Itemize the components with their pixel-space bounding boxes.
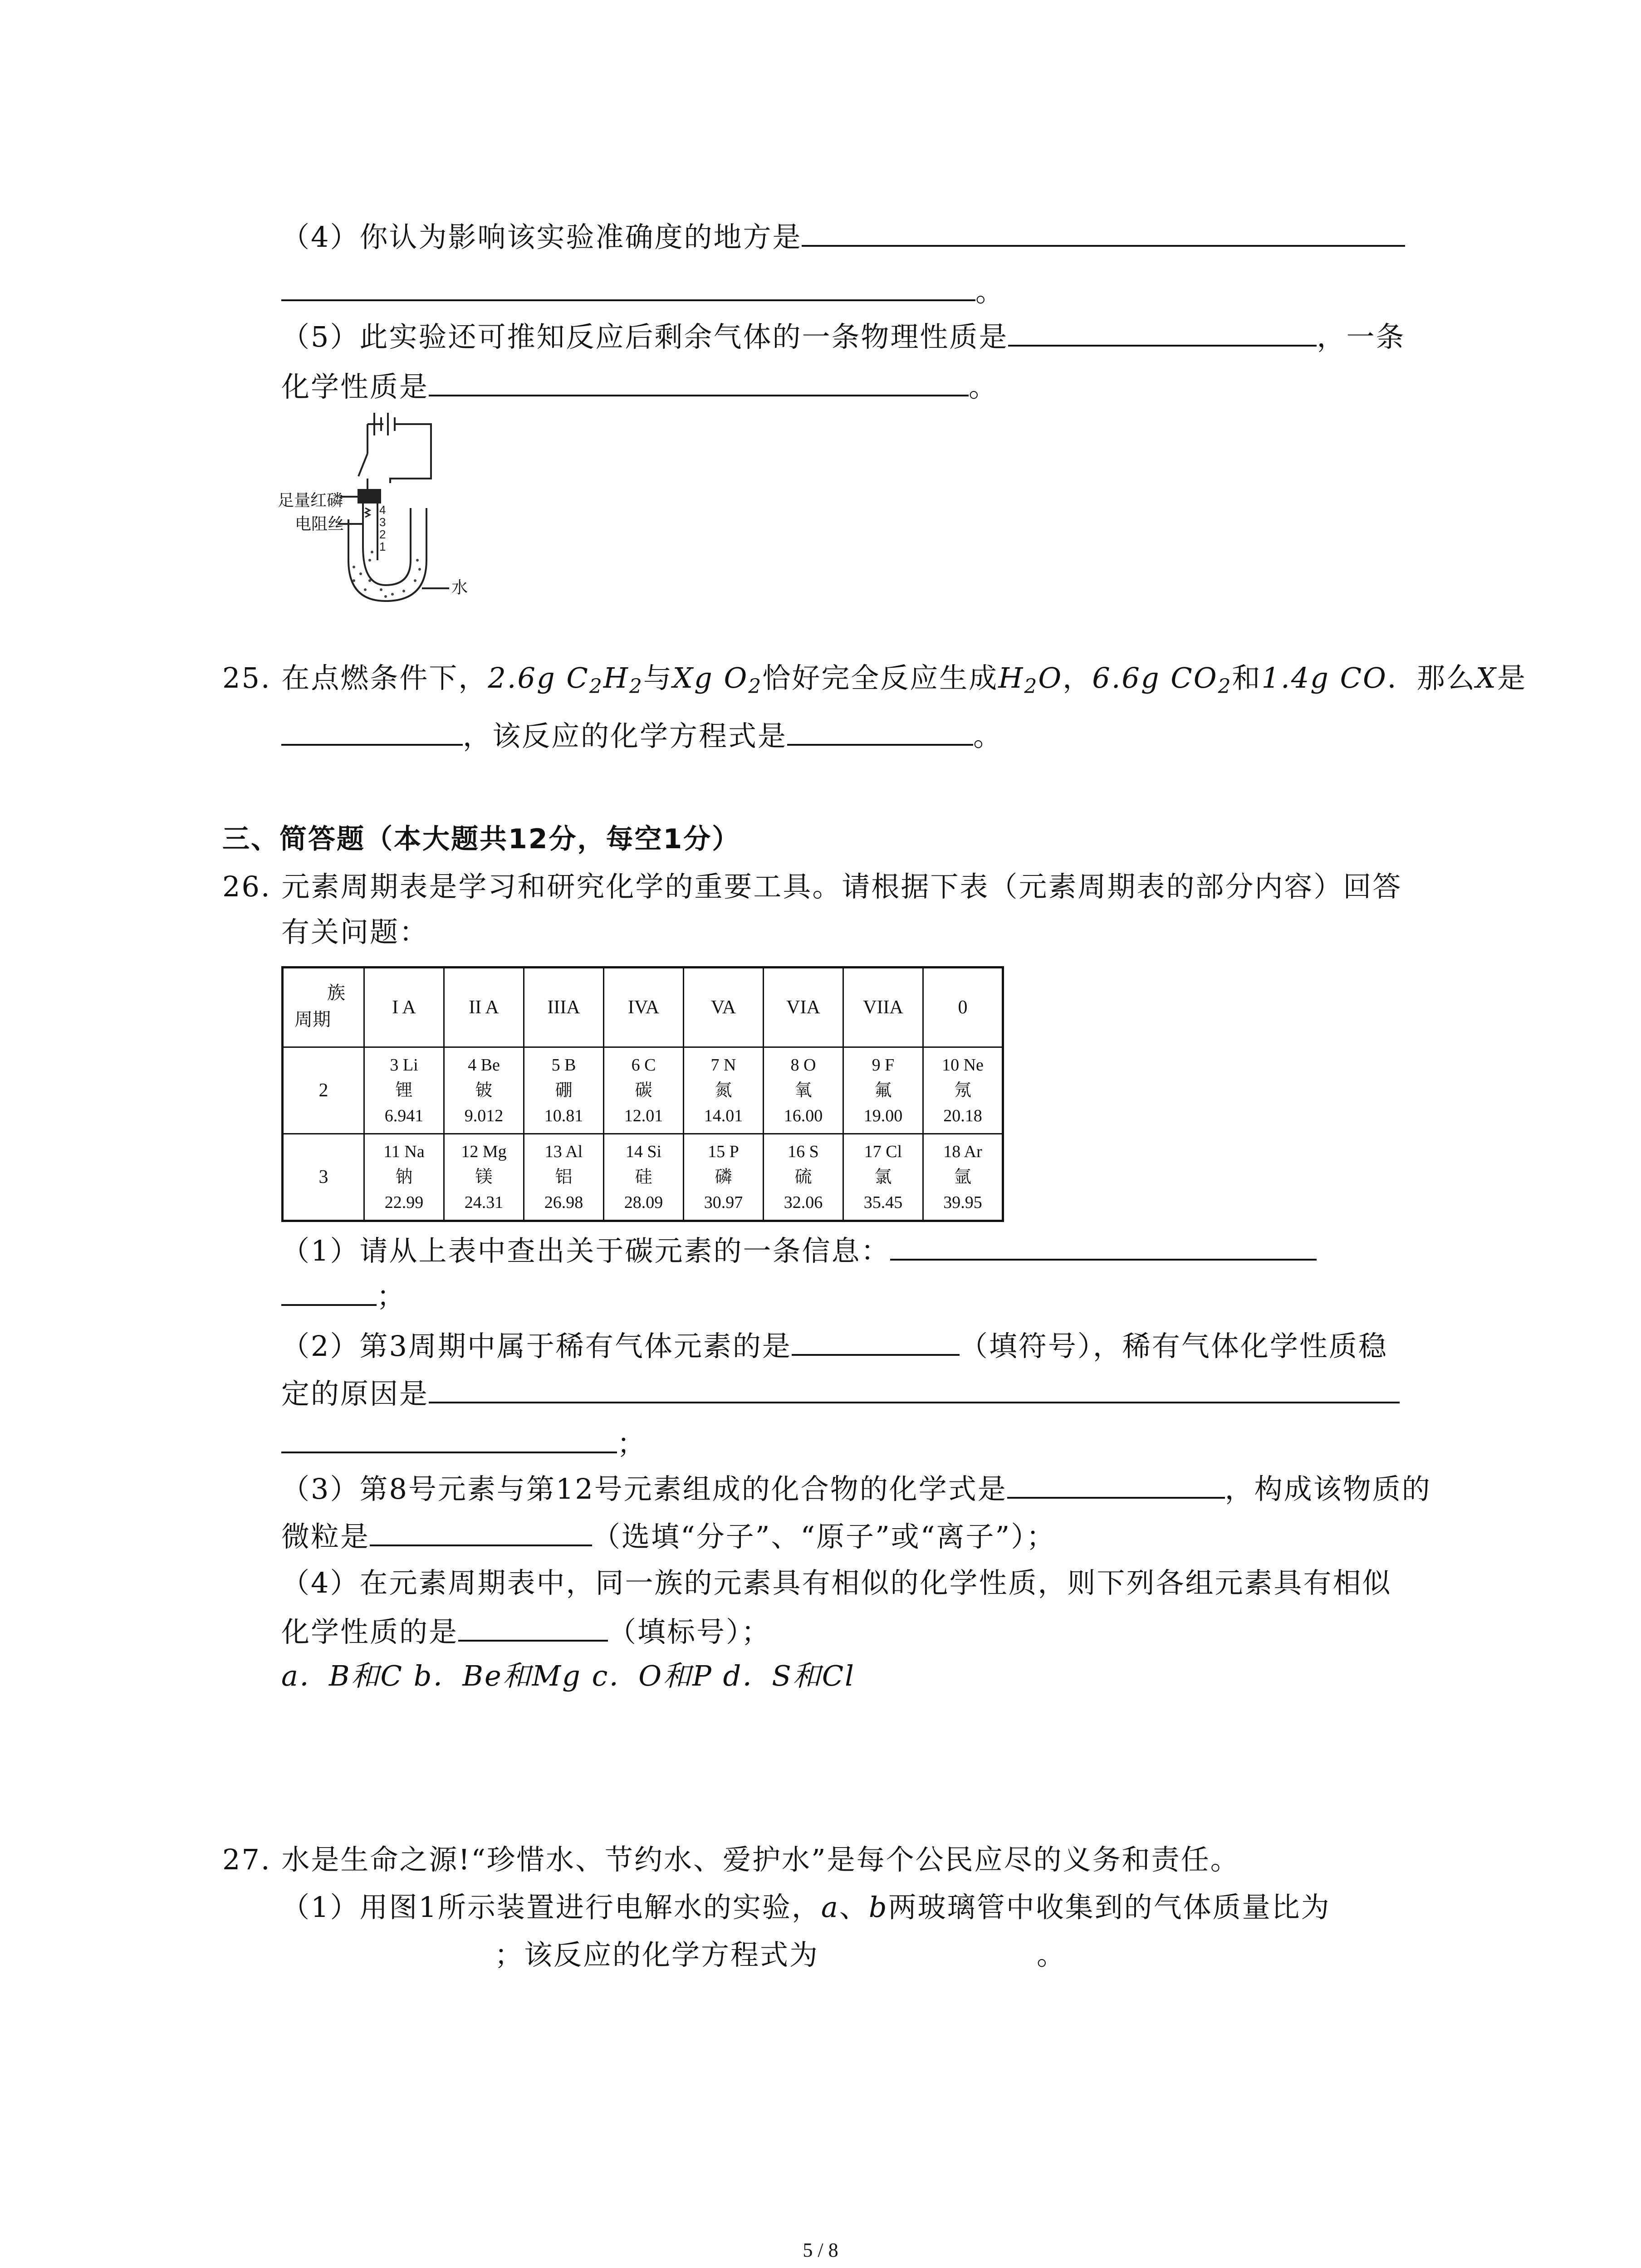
q26-part1-blank[interactable]	[890, 1232, 1317, 1261]
element-cell: 8 O 氧 16.00	[764, 1047, 843, 1134]
q26-stem-2: 有关问题：	[281, 915, 429, 948]
q26-part3-b: 微粒是 （选填“分子”、“原子”或“离子”）；	[281, 1517, 1056, 1555]
q26-part2-cont: ；	[281, 1424, 647, 1462]
q24-part4-cont: 。	[281, 272, 1005, 310]
element-cell: 6 C 碳 12.01	[604, 1047, 684, 1134]
q26-part2-b: 定的原因是	[281, 1374, 1400, 1412]
q26-part4-b: 化学性质的是 （填标号）；	[281, 1613, 771, 1650]
group-header: II A	[444, 968, 524, 1047]
element-cell: 17 Cl 氯 35.45	[843, 1134, 923, 1221]
option-b: b．Be和Mg	[413, 1659, 582, 1692]
table-row-period-3	[283, 1134, 1003, 1221]
scale-mark: 3	[379, 515, 386, 529]
q26-options	[281, 1658, 855, 1694]
group-header: I A	[364, 968, 444, 1047]
q26-stem: 26. 元素周期表是学习和研究化学的重要工具。请根据下表（元素周期表的部分内容）回答	[222, 870, 1402, 903]
group-header: IIIA	[524, 968, 604, 1047]
element-cell: 3 Li 锂 6.941	[364, 1047, 444, 1134]
label-water: 水	[451, 578, 468, 597]
q24-part5-b: 化学性质是 。	[281, 367, 998, 405]
label-resistance-wire: 电阻丝	[295, 515, 344, 533]
q26-part2: （2）第3周期中属于稀有气体元素的是 （填符号），稀有气体化学性质稳	[281, 1327, 1388, 1364]
option-a: a．B和C	[281, 1659, 403, 1692]
group-header: VIIA	[843, 968, 923, 1047]
q24-part5-blank-physical[interactable]	[1008, 318, 1317, 347]
group-header: VA	[684, 968, 764, 1047]
scale-mark: 2	[379, 528, 386, 541]
q25-blank-equation[interactable]	[787, 717, 973, 746]
q24-part4	[281, 218, 1405, 255]
element-cell: 10 Ne 氖 20.18	[923, 1047, 1003, 1134]
q25-stem: 25. 在点燃条件下，2.6g $C_2H_2$与Xg $O_2$恰好完全反应生成$H_2O$，6.6g $CO_2$和1.4g CO．那么X是	[222, 661, 1527, 698]
option-c: c．O和P	[592, 1659, 713, 1692]
page-number: 5 / 8	[803, 2239, 838, 2261]
element-cell: 16 S 硫 32.06	[764, 1134, 843, 1221]
element-cell: 15 P 磷 30.97	[684, 1134, 764, 1221]
q27-part1-b: ；该反应的化学方程式为 。	[495, 1938, 1067, 1971]
q25-answer-line: ，该反应的化学方程式是 。	[281, 717, 1003, 754]
q24-part5: （5）此实验还可推知反应后剩余气体的一条物理性质是 ，一条	[281, 318, 1405, 355]
element-cell: 18 Ar 氩 39.95	[923, 1134, 1003, 1221]
scale-mark: 1	[379, 540, 386, 553]
q26-part2-blank-symbol[interactable]	[792, 1327, 960, 1356]
group-header: IVA	[604, 968, 684, 1047]
q24-part4-blank-2[interactable]	[281, 272, 975, 301]
element-cell: 14 Si 硅 28.09	[604, 1134, 684, 1221]
q26-part3: （3）第8号元素与第12号元素组成的化合物的化学式是 ，构成该物质的	[281, 1470, 1431, 1507]
element-cell: 13 Al 铝 26.98	[524, 1134, 604, 1221]
q26-part4-blank[interactable]	[458, 1613, 608, 1642]
period-label: 3	[283, 1134, 364, 1221]
group-header: 0	[923, 968, 1003, 1047]
q26-part2-blank-reason[interactable]	[429, 1374, 1400, 1403]
group-header: VIA	[764, 968, 843, 1047]
element-cell: 5 B 硼 10.81	[524, 1047, 604, 1134]
q26-part1: （1）请从上表中查出关于碳元素的一条信息：	[281, 1232, 1317, 1269]
label-red-phosphorus: 足量红磷	[278, 491, 343, 510]
element-cell: 4 Be 铍 9.012	[444, 1047, 524, 1134]
option-d: d．S和Cl	[723, 1659, 856, 1692]
q26-part3-blank-formula[interactable]	[1007, 1470, 1225, 1499]
q26-part1-cont: ；	[281, 1277, 406, 1315]
element-cell: 11 Na 钠 22.99	[364, 1134, 444, 1221]
apparatus-diagram	[272, 411, 526, 610]
period-label: 2	[283, 1047, 364, 1134]
table-corner: 族 周期	[283, 968, 364, 1047]
q24-part4-text: （4）你认为影响该实验准确度的地方是	[281, 220, 802, 254]
periodic-table	[281, 966, 1004, 1222]
element-cell: 9 F 氟 19.00	[843, 1047, 923, 1134]
element-cell: 12 Mg 镁 24.31	[444, 1134, 524, 1221]
q24-part4-blank[interactable]	[802, 218, 1405, 247]
element-cell: 7 N 氮 14.01	[684, 1047, 764, 1134]
q24-part5-blank-chemical[interactable]	[429, 367, 969, 396]
q27-stem: 27. 水是生命之源!“珍惜水、节约水、爱护水”是每个公民应尽的义务和责任。	[222, 1843, 1240, 1876]
q25-blank-x[interactable]	[281, 717, 463, 746]
q27-part1: （1）用图1所示装置进行电解水的实验，a、b两玻璃管中收集到的气体质量比为	[281, 1891, 1331, 1924]
scale-mark: 4	[379, 503, 386, 517]
q26-part4: （4）在元素周期表中，同一族的元素具有相似的化学性质，则下列各组元素具有相似	[281, 1566, 1392, 1599]
table-header-row	[283, 968, 1003, 1047]
table-row-period-2	[283, 1047, 1003, 1134]
section-title: 三、简答题（本大题共12分，每空1分）	[222, 823, 741, 855]
q26-part2-blank-reason-2[interactable]	[281, 1424, 617, 1453]
q26-part1-blank-2[interactable]	[281, 1277, 377, 1306]
q26-part3-blank-particle[interactable]	[370, 1517, 592, 1546]
